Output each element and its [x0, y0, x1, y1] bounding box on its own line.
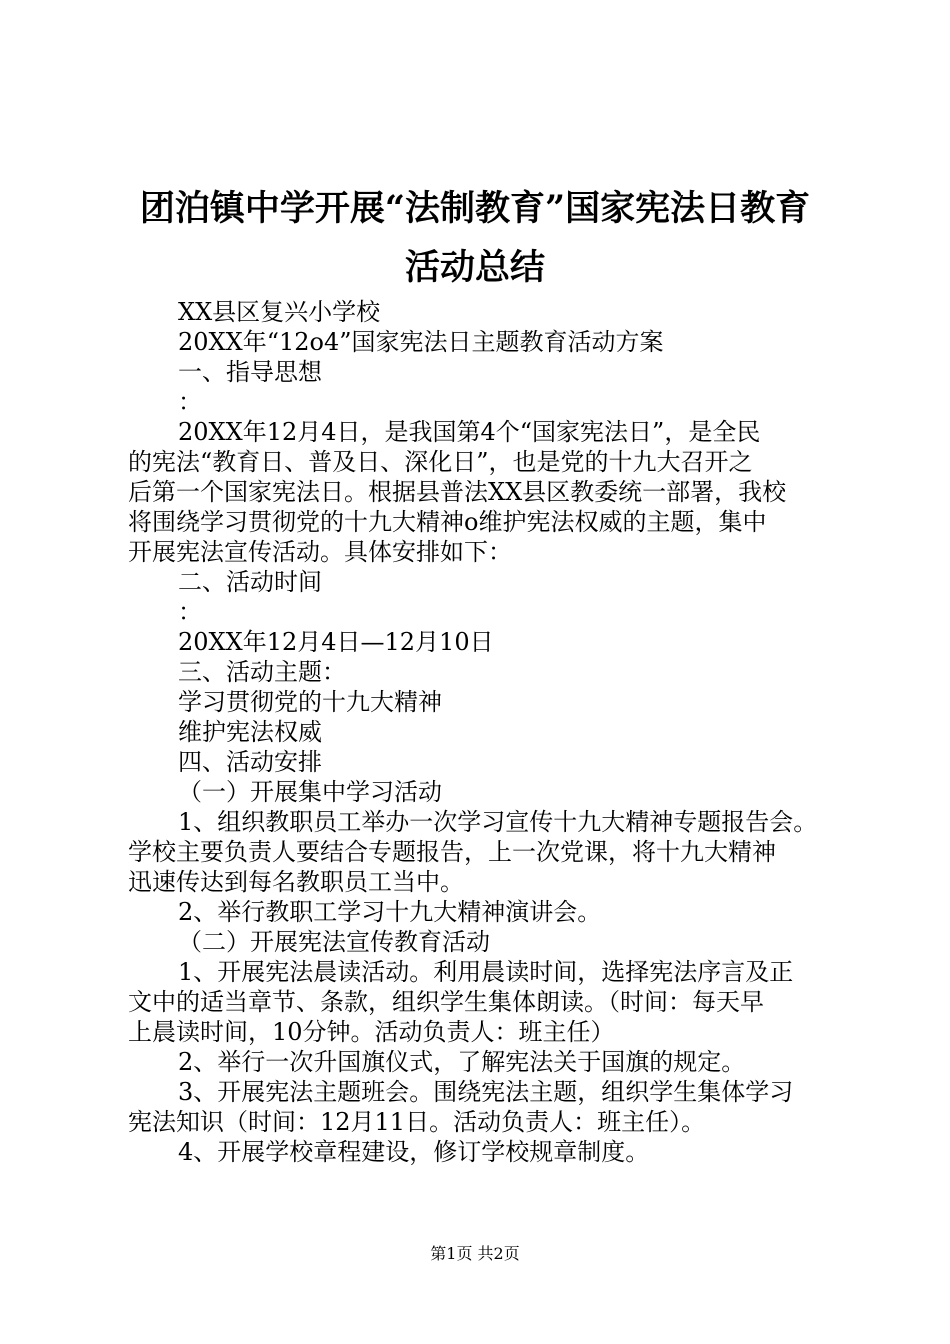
body-line: ： — [178, 388, 202, 416]
body-line: 迅速传达到每名教职员工当中。 — [128, 868, 464, 896]
body-line: 2、举行教职工学习十九大精神演讲会。 — [178, 898, 602, 926]
body-line: 学习贯彻党的十九大精神 — [178, 688, 442, 716]
body-line: 后第一个国家宪法日。根据县普法XX县区教委统一部署，我校 — [128, 478, 787, 506]
document-body — [128, 297, 834, 1167]
body-line: 二、活动时间 — [178, 568, 322, 596]
body-line: 开展宪法宣传活动。具体安排如下： — [128, 538, 512, 566]
body-line: 20XX年“12o4”国家宪法日主题教育活动方案 — [178, 328, 664, 356]
body-line: （二）开展宪法宣传教育活动 — [178, 928, 490, 956]
body-line: 1、组织教职员工举办一次学习宣传十九大精神专题报告会。 — [178, 808, 818, 836]
body-line: 宪法知识（时间：12月11日。活动负责人：班主任）。 — [128, 1108, 706, 1136]
body-line: 维护宪法权威 — [178, 718, 322, 746]
body-line: ： — [178, 598, 202, 626]
body-line: 将围绕学习贯彻党的十九大精神o维护宪法权威的主题，集中 — [128, 508, 767, 536]
body-line: 文中的适当章节、条款，组织学生集体朗读。（时间：每天早 — [128, 988, 764, 1016]
body-line: 学校主要负责人要结合专题报告，上一次党课，将十九大精神 — [128, 838, 776, 866]
page-footer: 第1页 共2页 — [430, 1244, 520, 1263]
body-line: 上晨读时间，10分钟。活动负责人：班主任） — [128, 1018, 615, 1046]
body-line: 1、开展宪法晨读活动。利用晨读时间，选择宪法序言及正 — [178, 958, 794, 986]
document-title-line-1: 团泊镇中学开展“法制教育”国家宪法日教育 — [139, 188, 811, 229]
body-line: 2、举行一次升国旗仪式，了解宪法关于国旗的规定。 — [178, 1048, 746, 1076]
body-line: 4、开展学校章程建设，修订学校规章制度。 — [178, 1138, 650, 1166]
body-line: 四、活动安排 — [178, 748, 322, 776]
body-line: XX县区复兴小学校 — [178, 298, 381, 326]
body-line: 3、开展宪法主题班会。围绕宪法主题，组织学生集体学习 — [178, 1078, 794, 1106]
body-line: 20XX年12月4日，是我国第4个“国家宪法日”，是全民 — [178, 418, 761, 446]
document-title-line-2: 活动总结 — [404, 247, 545, 288]
body-line: 的宪法“教育日、普及日、深化日”，也是党的十九大召开之 — [128, 448, 753, 476]
body-line: （一）开展集中学习活动 — [178, 778, 442, 806]
body-line: 三、活动主题： — [178, 658, 346, 686]
body-line: 一、指导思想 — [178, 358, 322, 386]
body-line: 20XX年12月4日—12月10日 — [178, 628, 494, 656]
